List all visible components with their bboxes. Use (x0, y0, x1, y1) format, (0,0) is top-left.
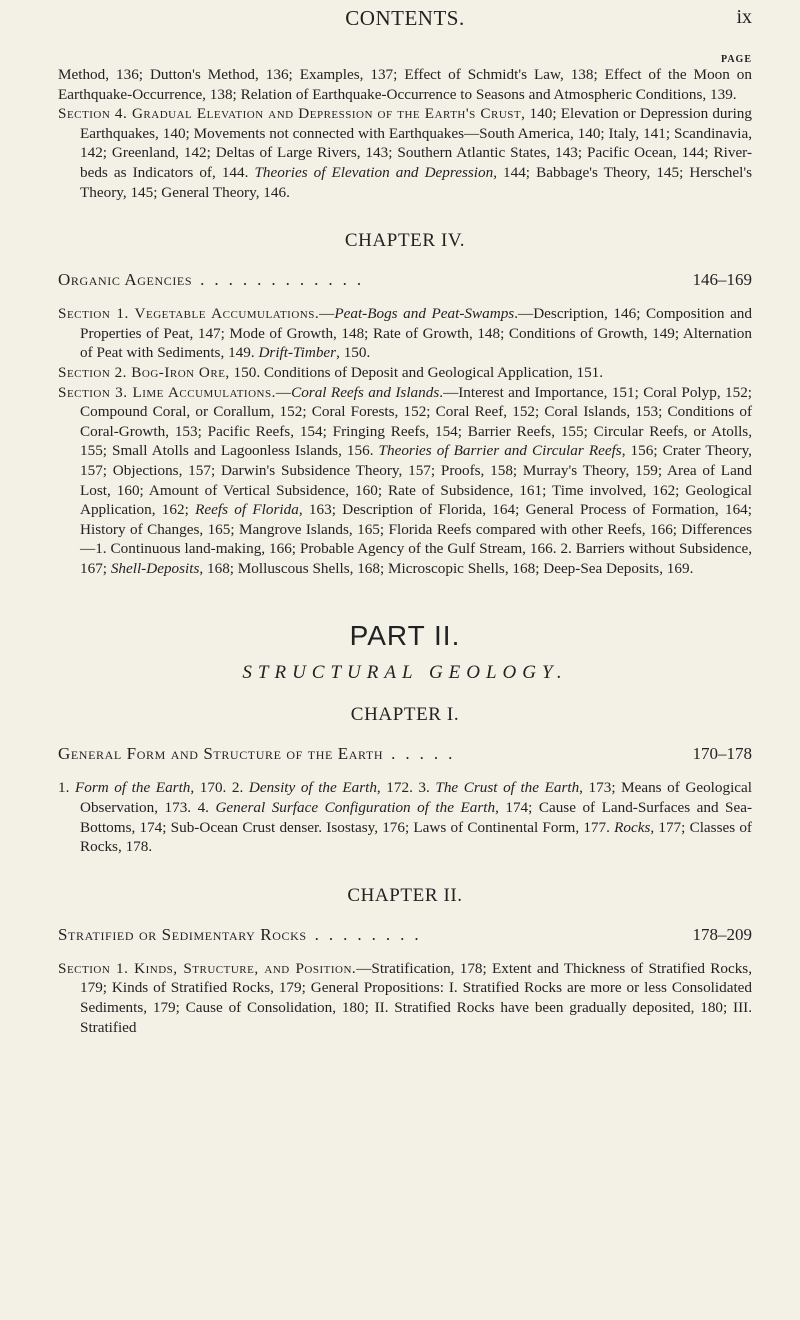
section-1-tail: , 150. (336, 344, 371, 362)
italic: Form of the Earth (74, 779, 191, 797)
section-3-italic-3: Reefs of Florida (195, 501, 299, 519)
section-1-italic: Peat-Bogs and Peat-Swamps (334, 305, 515, 323)
continuation-line: Method, 136; Dutton's Method, 136; Examples, 137; Effect of Schmidt's Law, 138; Effect of the Moon on Earthquake-Occurrence, 138; Relation of Earthquake-Occurrence to Seasons and Atmospheric Conditions, 139. (58, 66, 752, 103)
section-4-italic: Theories of Elevation and Depression (254, 163, 494, 181)
section-3-tail: , 168; Molluscous Shells, 168; Microscopic Shells, 168; Deep-Sea Deposits, 169. (199, 559, 694, 577)
toc-section-4 (58, 104, 752, 202)
leader-dots: ........ (314, 924, 429, 944)
entry-title: General Form and Structure of the Earth (58, 744, 384, 764)
section-3-italic-4: Shell-Deposits (110, 559, 200, 577)
page-column-label: PAGE (720, 54, 752, 65)
toc-ch4-section-2 (58, 363, 752, 383)
section-1-heading: Section 1. Vegetable Accumulations. (58, 305, 320, 323)
leader-dots: ..... (391, 744, 463, 764)
running-title: CONTENTS. (345, 6, 465, 30)
toc-entry-organic-agencies[interactable] (58, 270, 752, 290)
text: , 173; Means of Geological Observation, 173. 4. (80, 779, 753, 817)
italic: Rocks (614, 818, 651, 836)
part-ii-subtitle: STRUCTURAL GEOLOGY. (242, 662, 568, 684)
italic: General Surface Configuration of the Earth (215, 799, 496, 817)
entry-title: Organic Agencies (58, 270, 193, 290)
toc-ch2-section-1 (58, 959, 752, 1037)
section-4-heading: Section 4. Gradual Elevation and Depression of the Earth's Crust, (58, 105, 526, 123)
part-ii-heading: PART II. (349, 620, 461, 652)
italic: Density of the Earth (248, 779, 377, 797)
section-4-tail: , 144; Babbage's Theory, 145; Herschel's Theory, 145; General Theory, 146. (80, 163, 752, 201)
chapter-iv-heading: CHAPTER IV. (344, 230, 466, 252)
text: , 172. 3. (376, 779, 436, 797)
chapter-i-heading: CHAPTER I. (350, 704, 460, 726)
section-1-text: .—Description, 146; Composition and Properties of Peat, 147; Mode of Growth, 148; Rate of Growth, 148; Conditions of Growth, 149; Alternation of Peat with Sediments, 149. (80, 305, 752, 362)
toc-ch1-body (58, 778, 752, 856)
text: , 174; Cause of Land-Surfaces and Sea-Bottoms, 174; Sub-Ocean Crust denser. Isostasy, 176; Laws of Continental Form, 177. (80, 799, 753, 836)
entry-page-range: 170–178 (692, 744, 752, 764)
toc-ch4-section-3 (58, 383, 752, 579)
toc-continuation-text (58, 65, 752, 104)
chapter-ii-heading: CHAPTER II. (347, 884, 463, 906)
text: , 177; Classes of Rocks, 178. (80, 818, 752, 856)
dash: — (275, 383, 292, 401)
section-3-italic-2: Theories of Barrier and Circular Reefs (378, 442, 622, 460)
section-3-text-2: , 156; Crater Theory, 157; Objections, 157; Darwin's Subsidence Theory, 157; Proofs, 158; Murray's Theory, 159; Area of Land Lost, 160; Amount of Vertical Subsidence, 160; Rate of Subsidence, 161; Time involved, 162; Geological Application, 162; (80, 442, 752, 519)
toc-entry-general-form[interactable] (58, 744, 752, 764)
entry-page-range: 146–169 (692, 270, 752, 290)
leader-dots: ............ (200, 270, 372, 290)
page-number: ix (736, 6, 752, 28)
toc-ch4-section-1 (58, 304, 752, 363)
section-1-text: —Stratification, 178; Extent and Thickness of Stratified Rocks, 179; Kinds of Stratified Rocks, 179; General Propositions: I. Stratified Rocks are more or less Consolidated Sediments, 179; Cause of Consolidation, 180; II. Stratified Rocks have been gradually deposited, 180; III. Stratified (80, 959, 753, 1036)
section-2-heading: Section 2. Bog-Iron Ore, (58, 363, 230, 381)
section-1-heading: Section 1. Kinds, Structure, and Position. (58, 959, 357, 977)
section-2-text: 150. Conditions of Deposit and Geological Application, 151. (229, 363, 604, 381)
dash: — (319, 305, 335, 323)
section-4-text: 140; Elevation or Depression during Earthquakes, 140; Movements not connected with Earthquakes—South America, 140; Italy, 141; Scandinavia, 142; Greenland, 142; Deltas of Large Rivers, 143; Southern Atlantic States, 143; Pacific Ocean, 144; River-beds as Indicators of, 144. (80, 105, 752, 181)
text: , 170. 2. (190, 779, 249, 797)
section-3-heading: Section 3. Lime Accumulations. (58, 383, 276, 401)
running-head (58, 0, 752, 40)
italic: The Crust of the Earth (435, 779, 580, 797)
entry-title: Stratified or Sedimentary Rocks (58, 924, 307, 944)
toc-entry-stratified-rocks[interactable] (58, 925, 752, 945)
section-3-text-3: , 163; Description of Florida, 164; General Process of Formation, 164; History of Changes, 165; Mangrove Islands, 165; Florida Reefs compared with other Reefs, 166; Differences—1. Continuous land-making, 166; Probable Agency of the Gulf Stream, 166. 2. Barriers without Subsidence, 167; (80, 501, 752, 577)
text: 1. (58, 779, 75, 797)
section-3-italic: Coral Reefs and Islands (291, 383, 440, 401)
section-1-italic-2: Drift-Timber (258, 344, 337, 362)
section-3-text: .—Interest and Importance, 151; Coral Polyp, 152; Compound Coral, or Corallum, 152; Coral Forests, 152; Coral Reef, 152; Coral Islands, 153; Conditions of Coral-Growth, 153; Pacific Reefs, 154; Fringing Reefs, 154; Barrier Reefs, 155; Circular Reefs, or Atolls, 155; Small Atolls and Lagoonless Islands, 156. (80, 383, 753, 460)
entry-page-range: 178–209 (692, 924, 752, 944)
